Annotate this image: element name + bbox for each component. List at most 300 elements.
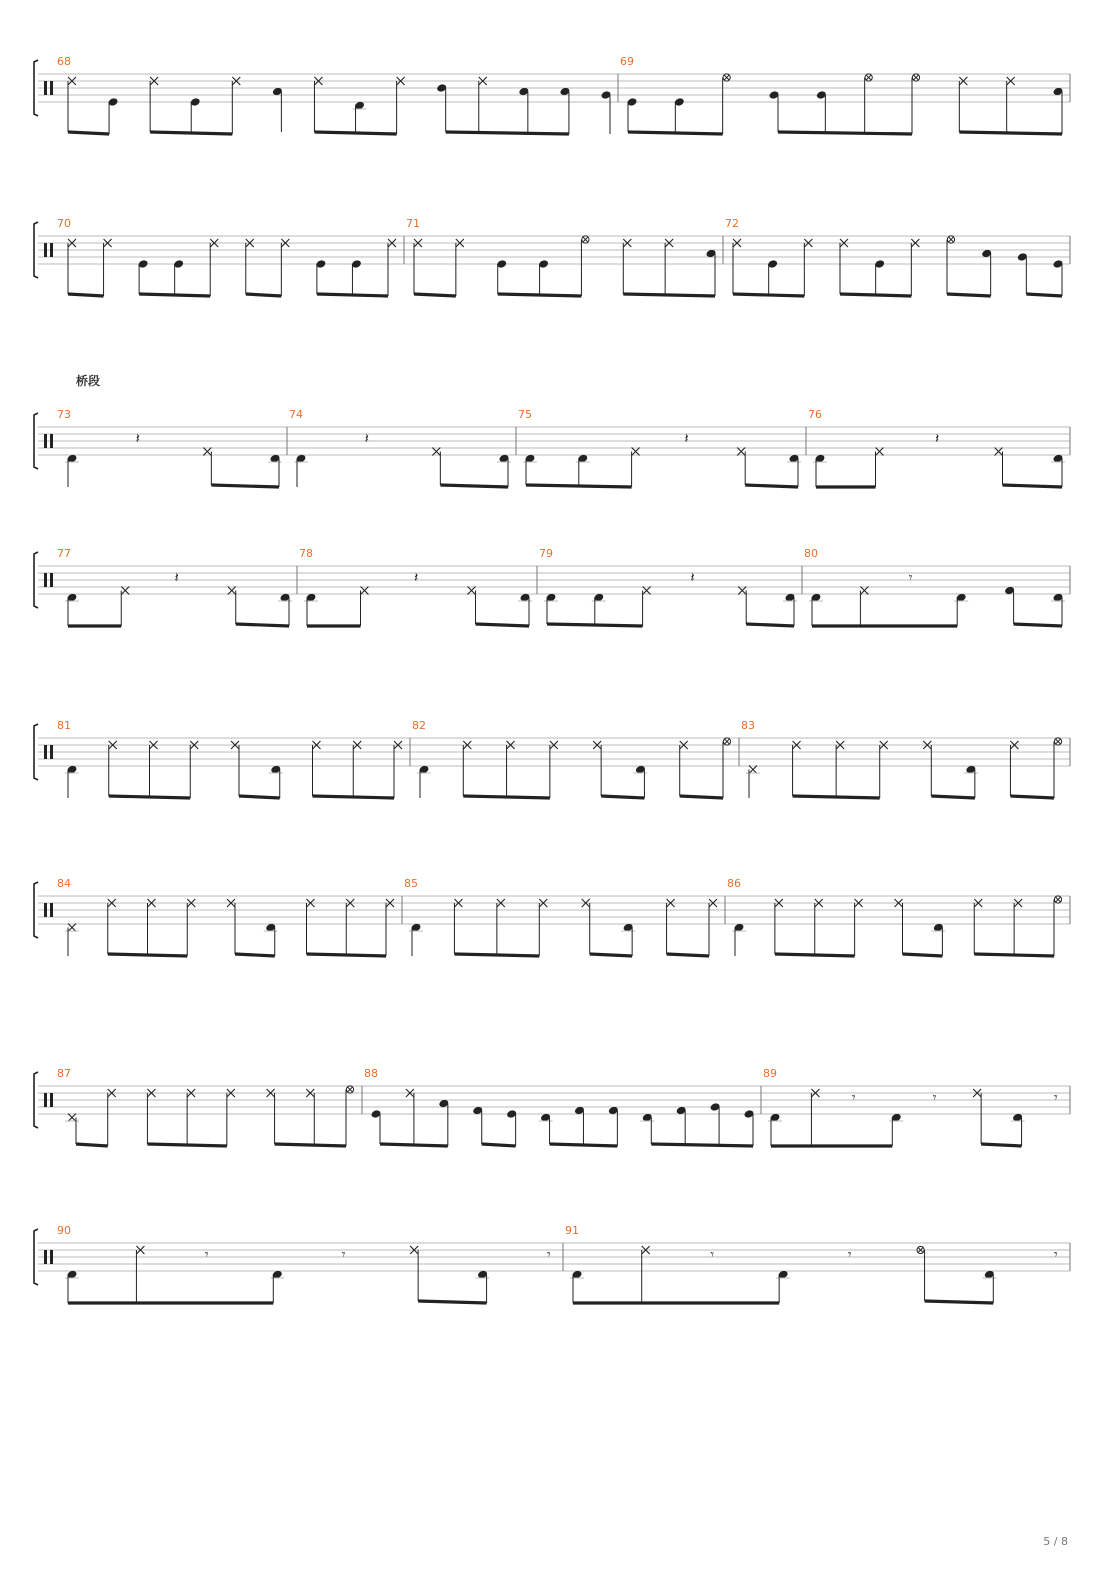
note [108,1089,116,1146]
note [855,899,863,956]
beam [745,485,798,487]
note [346,899,354,956]
note [931,923,945,956]
note [550,741,558,798]
notehead-cross [228,587,236,595]
note [210,239,218,296]
note [787,454,801,487]
measure-number: 69 [620,55,634,68]
rest-glyph: 𝄽 [414,570,419,587]
note [811,1089,819,1146]
note [539,899,547,956]
note [150,741,158,798]
note [269,765,283,798]
note [518,87,529,134]
beam [235,954,275,956]
rest [852,1090,856,1106]
percussion-clef-right-bar [50,1093,53,1107]
rest-glyph: 𝄽 [135,431,140,448]
beam [313,796,395,798]
notehead-circle-cross-mark [724,75,729,80]
note [173,259,184,296]
note [954,593,968,626]
rest [1054,1247,1058,1263]
note [860,587,868,627]
beam [651,1144,753,1146]
note [497,899,505,956]
note [65,593,79,626]
measure-number: 71 [406,217,420,230]
notehead-cross [468,587,476,595]
measure-number: 80 [804,547,818,560]
notehead-circle-cross-mark [866,75,871,80]
note [592,593,606,626]
note [65,454,79,487]
beam [463,796,550,798]
note [203,448,211,486]
beam [150,132,232,134]
note [278,593,292,626]
note [643,587,651,627]
note [190,97,201,134]
note [947,236,955,294]
percussion-clef-left-bar [44,573,47,587]
note [65,1114,79,1145]
beam [746,624,794,626]
notehead-cross [68,924,76,932]
beam [482,1144,516,1146]
note [108,899,116,954]
rest-glyph: 𝄽 [364,431,369,448]
note [409,923,423,956]
notehead-circle-cross-mark [725,739,730,744]
percussion-clef-right-bar [50,745,53,759]
notehead-cross [995,448,1003,456]
system-bracket [34,1229,38,1285]
measure-number: 81 [57,719,71,732]
note [889,1113,903,1146]
beam [139,294,210,296]
note [468,587,476,625]
beam [623,294,715,296]
note [1010,741,1018,796]
percussion-clef-left-bar [44,745,47,759]
note [1014,899,1022,956]
note [574,1106,585,1146]
note [737,448,745,486]
note [147,1089,155,1144]
note [804,239,812,296]
note [315,259,326,294]
beam [931,796,975,798]
note [463,741,471,796]
beam [1003,485,1063,487]
notehead-circle-cross-mark [583,237,588,242]
rest [935,431,939,447]
system-bracket [34,724,38,780]
note [523,454,537,485]
notehead-cross [432,448,440,456]
beam [76,1144,108,1146]
note [538,259,549,296]
note [627,97,638,132]
beam [246,294,282,296]
note [911,239,919,296]
measure-number: 72 [725,217,739,230]
percussion-clef-left-bar [44,1250,47,1264]
notehead-cross [121,587,129,595]
beam [981,1144,1021,1146]
staff-system [34,217,1070,296]
note [1051,593,1065,626]
staff-system [34,547,1070,626]
staff-system [34,408,1070,487]
note [880,741,888,798]
note [981,249,992,296]
note [227,1089,235,1146]
note [640,1113,654,1144]
note [417,765,431,798]
notehead-cross [749,766,757,774]
measure-number: 79 [539,547,553,560]
note [294,454,308,487]
beam [68,294,104,296]
note [228,587,236,625]
note [150,77,158,132]
measure-number: 91 [565,1224,579,1237]
note [973,1089,981,1144]
note [307,899,315,954]
percussion-clef-left-bar [44,903,47,917]
note [314,77,322,132]
beam [680,796,723,798]
note [623,239,631,294]
rest [205,1247,209,1263]
notehead-circle-cross-mark [348,1087,353,1092]
rest-glyph: 𝄾 [710,1247,715,1264]
note [923,741,931,796]
percussion-clef-left-bar [44,434,47,448]
note [272,87,283,132]
beam [775,954,855,956]
beam [550,1144,618,1146]
staff-system [34,1224,1070,1303]
beam [667,954,709,956]
beam [414,294,456,296]
beam [947,294,991,296]
note [776,1270,790,1303]
system-bracket [34,1072,38,1128]
beam [903,954,943,956]
note [783,593,797,626]
rest-glyph: 𝄾 [341,1247,346,1264]
note [346,1086,354,1146]
note [706,249,717,296]
rest-glyph: 𝄾 [908,570,913,587]
notehead-cross [632,448,640,456]
note [710,1102,721,1146]
note [518,593,532,626]
note [582,899,590,954]
note [187,899,195,956]
beam [307,954,387,956]
note [768,1113,782,1146]
measure-number: 74 [289,408,303,421]
note [65,1270,79,1303]
note [436,83,447,132]
measure-number: 86 [727,877,741,890]
beam [275,1144,346,1146]
measure-number: 70 [57,217,71,230]
note [665,239,673,296]
notehead-cross [737,448,745,456]
note [1051,454,1065,487]
note [1054,896,1062,956]
note [576,454,590,487]
beam [733,294,804,296]
note [746,766,760,799]
note [394,741,402,798]
note [397,77,405,134]
note [371,1109,382,1144]
percussion-clef-right-bar [50,81,53,95]
rest-glyph: 𝄽 [935,431,940,448]
note [108,97,119,134]
rest [414,570,418,586]
note [507,741,515,798]
beam [380,1144,448,1146]
note [1004,586,1015,624]
notehead-cross [68,1114,76,1122]
note [479,77,487,134]
rest [684,431,688,447]
note [601,90,612,134]
note [386,899,394,956]
notehead-cross [203,448,211,456]
note [281,239,289,296]
note [793,741,801,796]
rest-glyph: 𝄾 [847,1247,852,1264]
rest [136,431,140,447]
note [816,90,827,134]
note [306,1089,314,1146]
note [506,1109,517,1146]
note [982,1270,996,1303]
system-bracket [34,413,38,469]
note [895,899,903,954]
note [270,1270,284,1303]
beam [840,294,911,296]
beam [446,132,569,134]
percussion-clef-left-bar [44,81,47,95]
beam [601,796,644,798]
note [268,454,282,487]
beam [239,796,280,798]
percussion-clef-left-bar [44,243,47,257]
note [676,1106,687,1146]
beam [211,485,279,487]
rest [710,1247,714,1263]
percussion-clef-right-bar [50,434,53,448]
note [974,899,982,954]
note [353,101,367,134]
beam [147,1144,226,1146]
rest [342,1247,346,1263]
beam [108,954,188,956]
note [65,765,79,798]
note [723,74,731,134]
rest-glyph: 𝄾 [1054,1247,1058,1264]
beam [526,485,632,487]
note [432,448,440,486]
percussion-clef-right-bar [50,903,53,917]
note [632,448,640,488]
rest [175,570,179,586]
system-bracket [34,882,38,938]
note [809,593,823,626]
rest-glyph: 𝄽 [174,570,179,587]
note [227,899,235,954]
note [438,1099,449,1146]
measure-number: 83 [741,719,755,732]
beam [1014,624,1062,626]
percussion-clef-right-bar [50,243,53,257]
note [68,77,76,132]
rest [1054,1090,1058,1106]
note [959,77,967,132]
beam [778,132,912,134]
notehead-cross [738,587,746,595]
note [313,741,321,796]
note [304,593,318,626]
note [1053,259,1064,296]
note [476,1270,490,1303]
notehead-cross [643,587,651,595]
note [995,448,1003,486]
measure-number: 90 [57,1224,71,1237]
note [65,924,79,957]
note [232,77,240,134]
measure-number: 88 [364,1067,378,1080]
note [912,74,920,134]
note [68,239,76,294]
note [539,1113,553,1144]
beam [418,1301,486,1303]
beam [498,294,582,296]
note [667,899,675,954]
note [121,587,129,627]
note [1054,738,1062,798]
note [593,741,601,796]
notehead-cross [860,587,868,595]
beam [1010,796,1054,798]
system-bracket [34,552,38,608]
rest [848,1247,852,1263]
note [815,899,823,956]
note [136,1246,144,1303]
beam [925,1301,994,1303]
note [414,239,422,294]
note [767,259,778,296]
note [840,239,848,294]
beam [314,132,396,134]
percussion-clef-right-bar [50,573,53,587]
note [674,97,685,134]
note [738,587,746,625]
notehead-circle-cross-mark [949,237,954,242]
beam [628,132,723,134]
note [138,259,149,294]
note [544,593,558,624]
rest-glyph: 𝄽 [684,431,689,448]
note [633,765,647,798]
notehead-cross [876,448,884,456]
beam [793,796,880,798]
notehead-cross [361,587,369,595]
rest [933,1090,937,1106]
note [621,923,635,956]
system-bracket [34,222,38,278]
beam [109,796,191,798]
rest-glyph: 𝄾 [932,1090,937,1107]
note [836,741,844,798]
note [388,239,396,296]
note [732,923,746,956]
beam [476,624,530,626]
note [813,454,827,487]
note [874,259,885,296]
staff-system [34,1067,1070,1146]
note [496,259,507,294]
measure-number: 85 [404,877,418,890]
note [472,1106,483,1144]
staff-system [34,719,1070,798]
note [361,587,369,627]
note [964,765,978,798]
note [1017,252,1028,294]
note [1011,1113,1025,1146]
notehead-circle-cross-mark [1056,897,1061,902]
note [917,1246,925,1301]
note [109,741,117,796]
measure-number: 77 [57,547,71,560]
note [353,741,361,798]
rest [365,431,369,447]
rest [909,570,913,586]
rest [547,1247,551,1263]
note [570,1270,584,1303]
note [680,741,688,796]
note [267,1089,275,1144]
rest-glyph: 𝄾 [204,1247,209,1264]
note [264,923,278,956]
note [723,738,731,798]
note [351,259,362,296]
rest-glyph: 𝄽 [690,570,695,587]
note [642,1246,650,1303]
rest-glyph: 𝄾 [1054,1090,1058,1107]
percussion-clef-right-bar [50,1250,53,1264]
beam [959,132,1062,134]
note [410,1246,418,1301]
note [190,741,198,798]
page-number: 5 / 8 [1043,1535,1068,1548]
note [246,239,254,294]
note [775,899,783,954]
notehead-circle-cross-mark [1056,739,1061,744]
note [231,741,239,796]
staff-system [34,55,1070,134]
